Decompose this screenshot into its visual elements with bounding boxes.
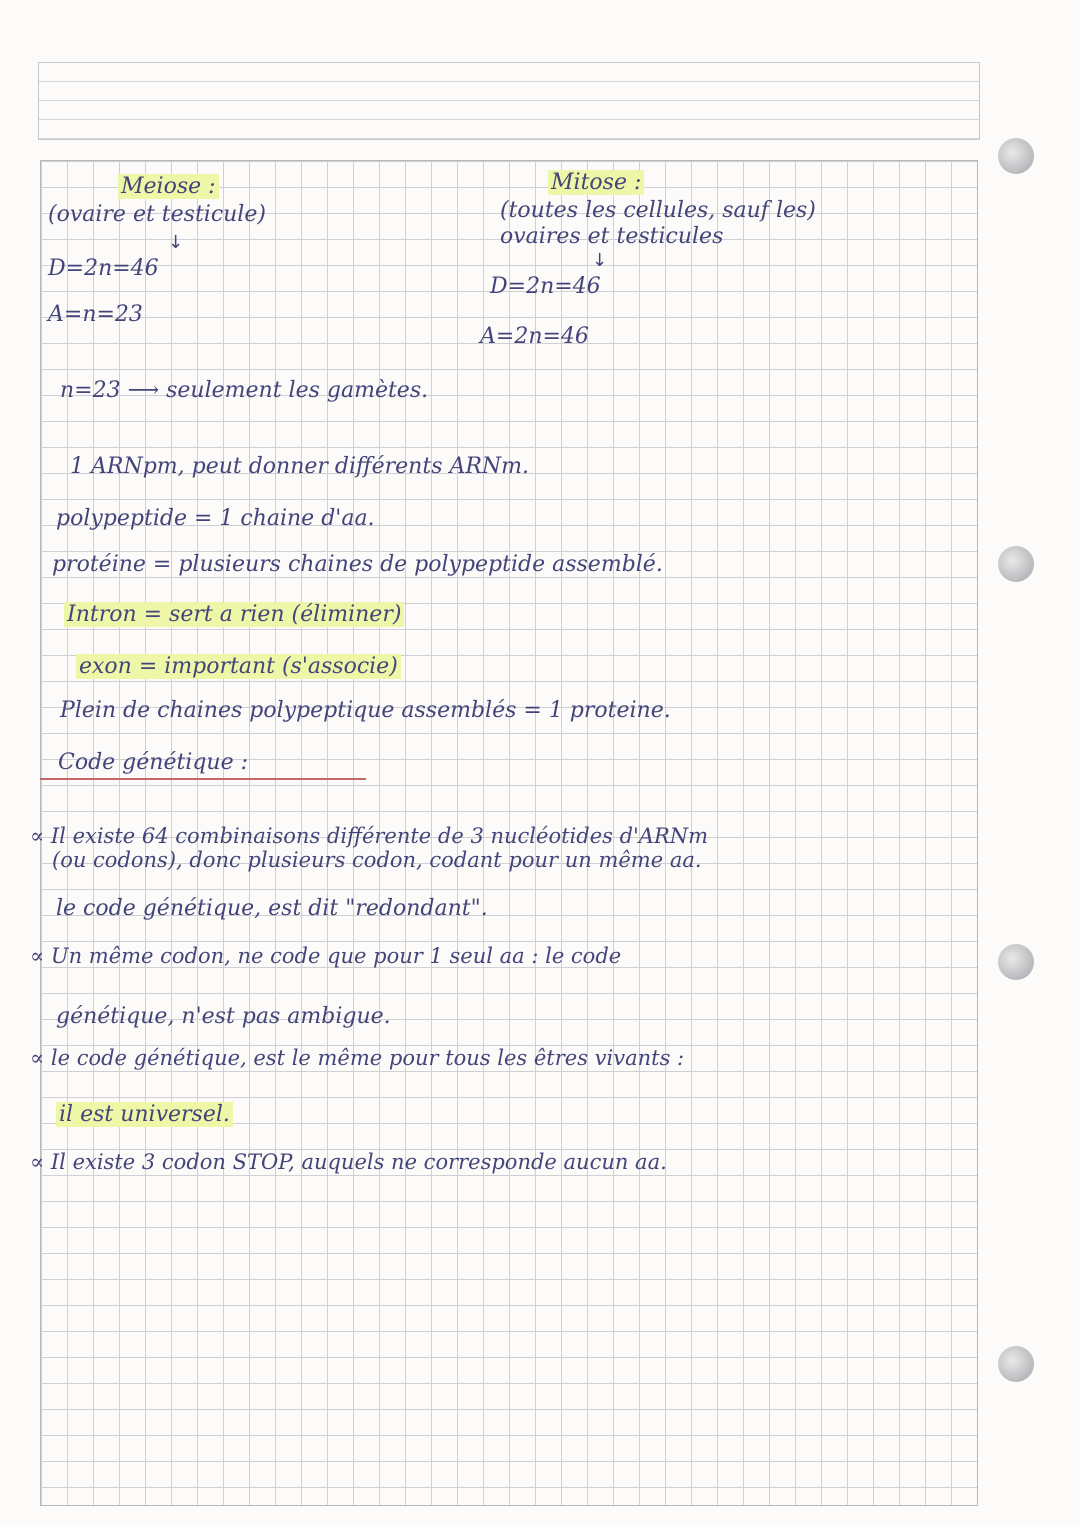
punch-hole	[998, 944, 1034, 980]
note-line: polypeptide = 1 chaine d'aa.	[56, 506, 375, 531]
bullet-line: (ou codons), donc plusieurs codon, codant pour un même aa.	[52, 848, 702, 872]
meiose-haploid: A=n=23	[48, 302, 143, 327]
mitose-haploid: A=2n=46	[480, 324, 589, 349]
code-title: Code génétique :	[58, 750, 249, 775]
meiose-title: Meiose :	[118, 176, 219, 198]
mitose-subtitle-1: (toutes les cellules, sauf les)	[500, 198, 816, 223]
bullet-line: ∝ Un même codon, ne code que pour 1 seul aa : le code	[30, 944, 622, 968]
punch-hole	[998, 546, 1034, 582]
down-arrow-icon: ↓	[592, 250, 608, 271]
down-arrow-icon: ↓	[168, 232, 184, 253]
mitose-diploid: D=2n=46	[490, 274, 601, 299]
meiose-subtitle: (ovaire et testicule)	[48, 202, 266, 227]
mitose-title: Mitose :	[548, 172, 644, 194]
note-gametes: n=23 ⟶ seulement les gamètes.	[60, 378, 429, 403]
title-underline	[40, 778, 366, 780]
bullet-line: ∝ Il existe 3 codon STOP, auquels ne corresponde aucun aa.	[30, 1150, 667, 1174]
universel-line: il est universel.	[56, 1104, 233, 1126]
mitose-subtitle-2: ovaires et testicules	[500, 224, 724, 249]
header-box	[38, 62, 980, 140]
bullet-line: le code génétique, est dit "redondant".	[56, 896, 488, 921]
bullet-line: ∝ Il existe 64 combinaisons différente de 3 nucléotides d'ARNm	[30, 824, 709, 848]
note-line: protéine = plusieurs chaines de polypeptide assemblé.	[52, 552, 663, 577]
punch-hole	[998, 138, 1034, 174]
note-line: Plein de chaines polypeptique assemblés = 1 proteine.	[60, 698, 671, 723]
bullet-line: génétique, n'est pas ambigue.	[56, 1004, 391, 1029]
meiose-diploid: D=2n=46	[48, 256, 159, 281]
bullet-line: ∝ le code génétique, est le même pour tous les êtres vivants :	[30, 1046, 685, 1070]
exon-line: exon = important (s'associe)	[76, 656, 401, 678]
intron-line: Intron = sert a rien (éliminer)	[64, 604, 404, 626]
note-line: 1 ARNpm, peut donner différents ARNm.	[70, 454, 530, 479]
punch-hole	[998, 1346, 1034, 1382]
